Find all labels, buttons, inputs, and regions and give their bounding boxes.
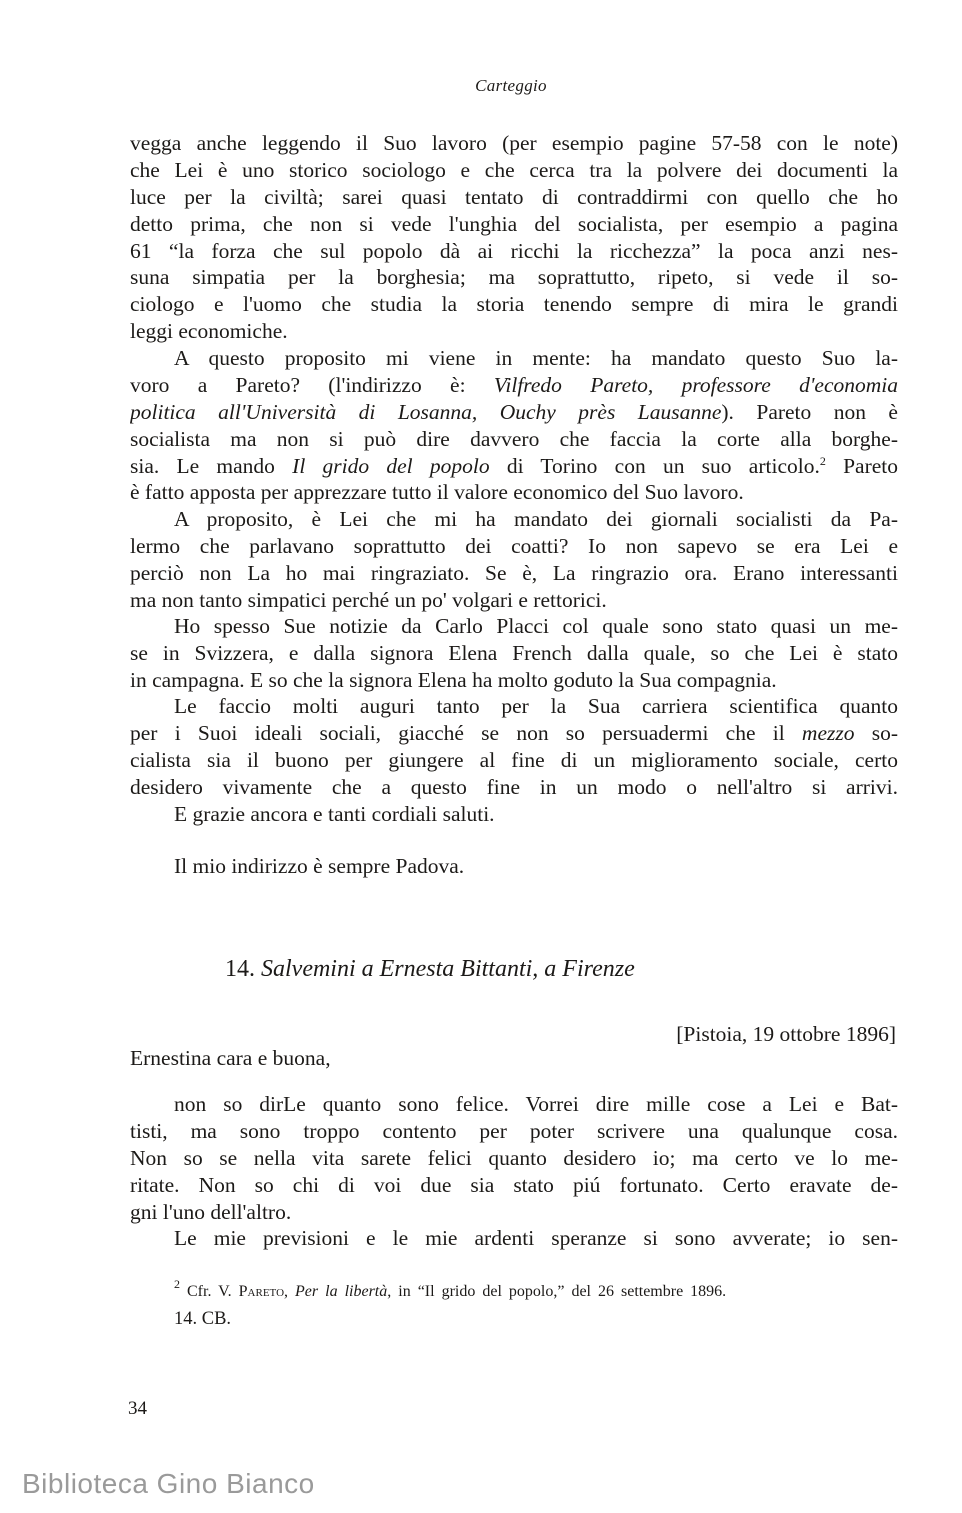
paragraph-placci — [130, 613, 898, 694]
footnote-title: Per la libertà — [295, 1283, 388, 1300]
running-head: Carteggio — [475, 76, 547, 95]
paragraph-pareto — [130, 345, 898, 506]
text-line: Le faccio molti auguri tanto per la Sua carriera scientifica quanto — [174, 694, 898, 718]
text-line: ciologo e l'uomo che studia la storia tenendo sempre di mira le grandi — [130, 292, 898, 317]
text-line: è fatto apposta per apprezzare tutto il valore economico del Suo lavoro. — [130, 480, 744, 505]
text-line: detto prima, che non si vede l'unghia del socialista, per esempio a pagina — [130, 211, 898, 236]
text-line: per i Suoi ideali sociali, giacché se non so persuadermi che il mezzo so- — [130, 720, 898, 745]
footnote-mark: 2 — [819, 453, 826, 468]
paragraph-postscript — [130, 853, 898, 880]
paragraph-continuation — [130, 130, 898, 345]
text-line: suna simpatia per la borghesia; ma soprattutto, ripeto, si vede il so- — [130, 265, 898, 290]
text-line: non so dirLe quanto sono felice. Vorrei dire mille cose a Lei e Bat- — [174, 1092, 898, 1116]
footnote-number: 2 — [174, 1277, 180, 1291]
letter-title: Salvemini a Ernesta Bittanti, a Firenze — [261, 956, 635, 982]
letter-number: 14. — [225, 956, 255, 982]
text-line: ma non tanto simpatici perché un po' volgari e rettorici. — [130, 587, 607, 612]
text-line: Non so se nella vita sarete felici quanto desidero io; ma certo ve lo me- — [130, 1145, 898, 1170]
letter-source-note: 14. CB. — [174, 1309, 232, 1329]
footnote-author: Pareto — [238, 1283, 285, 1300]
paragraph-newspapers — [130, 506, 898, 614]
emphasis-mezzo: mezzo — [801, 720, 855, 745]
letter-salutation: Ernestina cara e buona, — [130, 1046, 331, 1070]
postscript-line: Il mio indirizzo è sempre Padova. — [174, 854, 465, 878]
library-watermark: Biblioteca Gino Bianco — [22, 1468, 315, 1499]
text-line: Le mie previsioni e le mie ardenti speranze si sono avverate; io sen- — [174, 1226, 898, 1251]
closing-line: E grazie ancora e tanti cordiali saluti. — [174, 801, 495, 826]
pareto-address-cont: politica all'Università di Losanna, Ouchy près Lausanne — [130, 399, 722, 424]
text-line: in campagna. E so che la signora Elena ha molto goduto la Sua compagnia. — [130, 667, 777, 692]
text-line: A proposito, è Lei che mi ha mandato dei giornali socialisti da Pa- — [174, 507, 898, 531]
text-line: lermo che parlavano soprattutto dei coatti? Io non sapevo se era Lei e — [130, 533, 898, 558]
text-line: che Lei è uno storico sociologo e che cerca tra la polvere dei documenti la — [130, 157, 898, 182]
text-line: politica all'Università di Losanna, Ouchy près Lausanne). Pareto non è — [130, 399, 898, 424]
text-line: luce per la civiltà; sarei quasi tentato di contraddirmi con quello che ho — [130, 184, 898, 209]
text-line: cialista sia il buono per giungere al fine di un miglioramento sociale, certo — [130, 747, 898, 772]
text-line: se in Svizzera, e dalla signora Elena French dalla quale, so che Lei è stato — [130, 640, 898, 665]
text-line: leggi economiche. — [130, 319, 288, 344]
text-line: gni l'uno dell'altro. — [130, 1199, 292, 1224]
paragraph-wishes — [130, 693, 898, 827]
text-line: 61 “la forza che sul popolo dà ai ricchi la ricchezza” la poca anzi nes- — [130, 238, 898, 263]
footnote: $^2$ Cfr. V. Pareto, Per la libertà, in “Il grido del popolo,” del 26 settembre 1896. — [174, 1277, 727, 1300]
text-line: sia. Le mando Il grido del popolo di Torino con un suo articolo.$^2$ Pareto — [130, 453, 898, 478]
text-line: perciò non La ho mai ringraziato. Se è, La ringrazio ora. Erano interessanti — [130, 560, 898, 585]
text-line: desidero vivamente che a questo fine in un modo o nell'altro si arrivi. — [130, 774, 898, 799]
text-line: A questo proposito mi viene in mente: ha mandato questo Suo la- — [174, 346, 898, 370]
newspaper-title: Il grido del popolo — [292, 453, 490, 478]
pareto-address: Vilfredo Pareto, professore d'economia — [493, 372, 898, 397]
letter-heading — [225, 956, 635, 983]
letter-dateline: [Pistoia, 19 ottobre 1896] — [676, 1022, 896, 1046]
letter-body — [130, 1091, 898, 1252]
text-line: Ho spesso Sue notizie da Carlo Placci col quale sono stato quasi un me- — [174, 614, 898, 638]
text-line: socialista ma non si può dire davvero che faccia la corte alla borghe- — [130, 426, 898, 451]
text-line: vegga anche leggendo il Suo lavoro (per esempio pagine 57-58 con le note) — [130, 131, 898, 155]
text-line: ritate. Non so chi di voi due sia stato piú fortunato. Certo eravate de- — [130, 1172, 898, 1197]
page-number: 34 — [128, 1398, 147, 1419]
text-line: voro a Pareto? (l'indirizzo è: Vilfredo Pareto, professore d'economia — [130, 372, 898, 397]
text-line: tisti, ma sono troppo contento per poter scrivere una qualunque cosa. — [130, 1118, 898, 1143]
